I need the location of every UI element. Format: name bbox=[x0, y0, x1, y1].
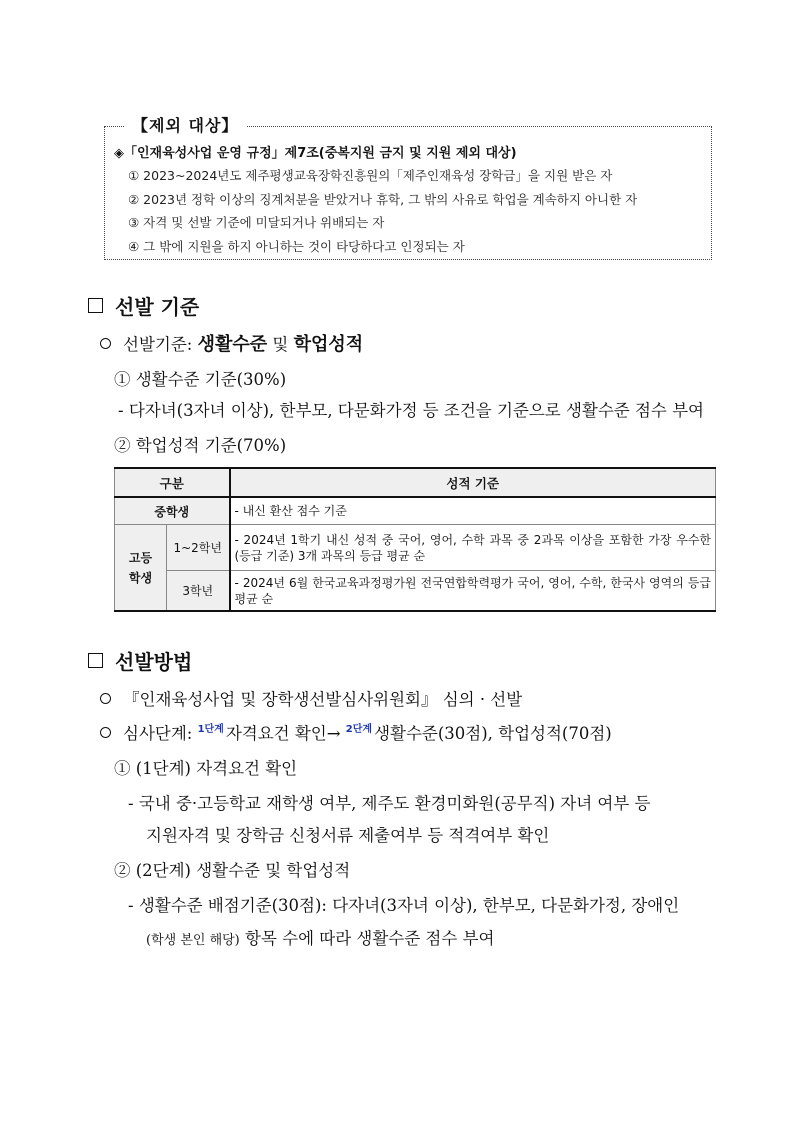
method-line1-text: 『인재육성사업 및 장학생선발심사위원회』 심의 · 선발 bbox=[123, 690, 523, 709]
method-section-title bbox=[88, 646, 192, 675]
criteria-sub1: ① 생활수준 기준(30%) bbox=[114, 370, 287, 389]
method-sub2-detail-text: 항목 수에 따라 생활수준 점수 부여 bbox=[239, 929, 495, 948]
high-school-label: 고등 학생 bbox=[115, 525, 167, 612]
exclusion-title: 【제외 대상】 bbox=[124, 113, 246, 136]
circle-bullet-icon bbox=[100, 693, 111, 704]
step1-text: 자격요건 확인→ bbox=[225, 724, 346, 743]
circle-bullet-icon bbox=[100, 338, 111, 349]
method-sub1: ① (1단계) 자격요건 확인 bbox=[114, 759, 298, 778]
step2-text: 생활수준(30점), 학업성적(70점) bbox=[374, 724, 612, 743]
exclusion-item: ① 2023~2024년도 제주평생교육장학진흥원의「제주인재육성 장학금」을 지원 받은 자 bbox=[128, 168, 613, 183]
criteria-section-title-text: 선발 기준 bbox=[115, 295, 200, 319]
method-sub2-detail: - 생활수준 배점기준(30점): 다자녀(3자녀 이상), 한부모, 다문화가정, 장애인 bbox=[128, 896, 680, 915]
criteria-academic: 학업성적 bbox=[293, 334, 364, 355]
table-header-criteria: 성적 기준 bbox=[230, 468, 716, 497]
criteria-table bbox=[114, 467, 716, 612]
method-section-title-text: 선발방법 bbox=[115, 650, 193, 674]
grade-label: 1~2학년 bbox=[167, 525, 230, 571]
step1-tag: 1단계 bbox=[197, 724, 224, 735]
checkbox-square-icon bbox=[88, 653, 103, 668]
table-header-category: 구분 bbox=[115, 468, 230, 497]
checkbox-square-icon bbox=[88, 298, 103, 313]
method-line1 bbox=[100, 686, 522, 710]
method-sub1-detail-cont: 지원자격 및 장학금 신청서류 제출여부 등 적격여부 확인 bbox=[146, 826, 550, 845]
circle-bullet-icon bbox=[100, 727, 111, 738]
exclusion-item: ④ 그 밖에 지원을 하지 아니하는 것이 타당하다고 인정되는 자 bbox=[128, 239, 465, 254]
middle-school-criteria: - 내신 환산 점수 기준 bbox=[230, 497, 716, 525]
step2-tag: 2단계 bbox=[345, 724, 373, 735]
grade-criteria: - 2024년 1학기 내신 성적 중 국어, 영어, 수학 과목 중 2과목 이상을 포함한 가장 우수한(등급 기준) 3개 과목의 등급 평균 순 bbox=[230, 525, 716, 571]
exclusion-item: ③ 자격 및 선발 기준에 미달되거나 위배되는 자 bbox=[128, 215, 385, 230]
criteria-living: 생활수준 bbox=[197, 334, 268, 355]
grade-label: 3학년 bbox=[167, 571, 230, 612]
method-line2 bbox=[100, 720, 612, 744]
grade-criteria: - 2024년 6월 한국교육과정평가원 전국연합학력평가 국어, 영어, 수학, 한국사 영역의 등급 평균 순 bbox=[230, 571, 716, 612]
student-self-note: (학생 본인 해당) bbox=[146, 933, 240, 948]
exclusion-heading: ◈「인재육성사업 운영 규정」제7조(중복지원 금지 및 지원 제외 대상) bbox=[114, 146, 517, 161]
criteria-section-title bbox=[88, 291, 199, 320]
middle-school-label: 중학생 bbox=[115, 497, 230, 525]
criteria-prefix: 선발기준: bbox=[123, 335, 198, 354]
criteria-line bbox=[100, 330, 363, 356]
method-line2-prefix: 심사단계: bbox=[123, 724, 198, 743]
criteria-sub2: ② 학업성적 기준(70%) bbox=[114, 436, 287, 455]
exclusion-item: ② 2023년 정학 이상의 징계처분을 받았거나 휴학, 그 밖의 사유로 학업을 계속하지 아니한 자 bbox=[128, 192, 638, 207]
criteria-sub1-detail: - 다자녀(3자녀 이상), 한부모, 다문화가정 등 조건을 기준으로 생활수준 점수 부여 bbox=[118, 401, 704, 420]
method-sub1-detail: - 국내 중·고등학교 재학생 여부, 제주도 환경미화원(공무직) 자녀 여부 등 bbox=[128, 794, 651, 813]
method-sub2: ② (2단계) 생활수준 및 학업성적 bbox=[114, 861, 351, 880]
criteria-and: 및 bbox=[267, 335, 294, 354]
method-sub2-detail-cont bbox=[146, 925, 494, 949]
